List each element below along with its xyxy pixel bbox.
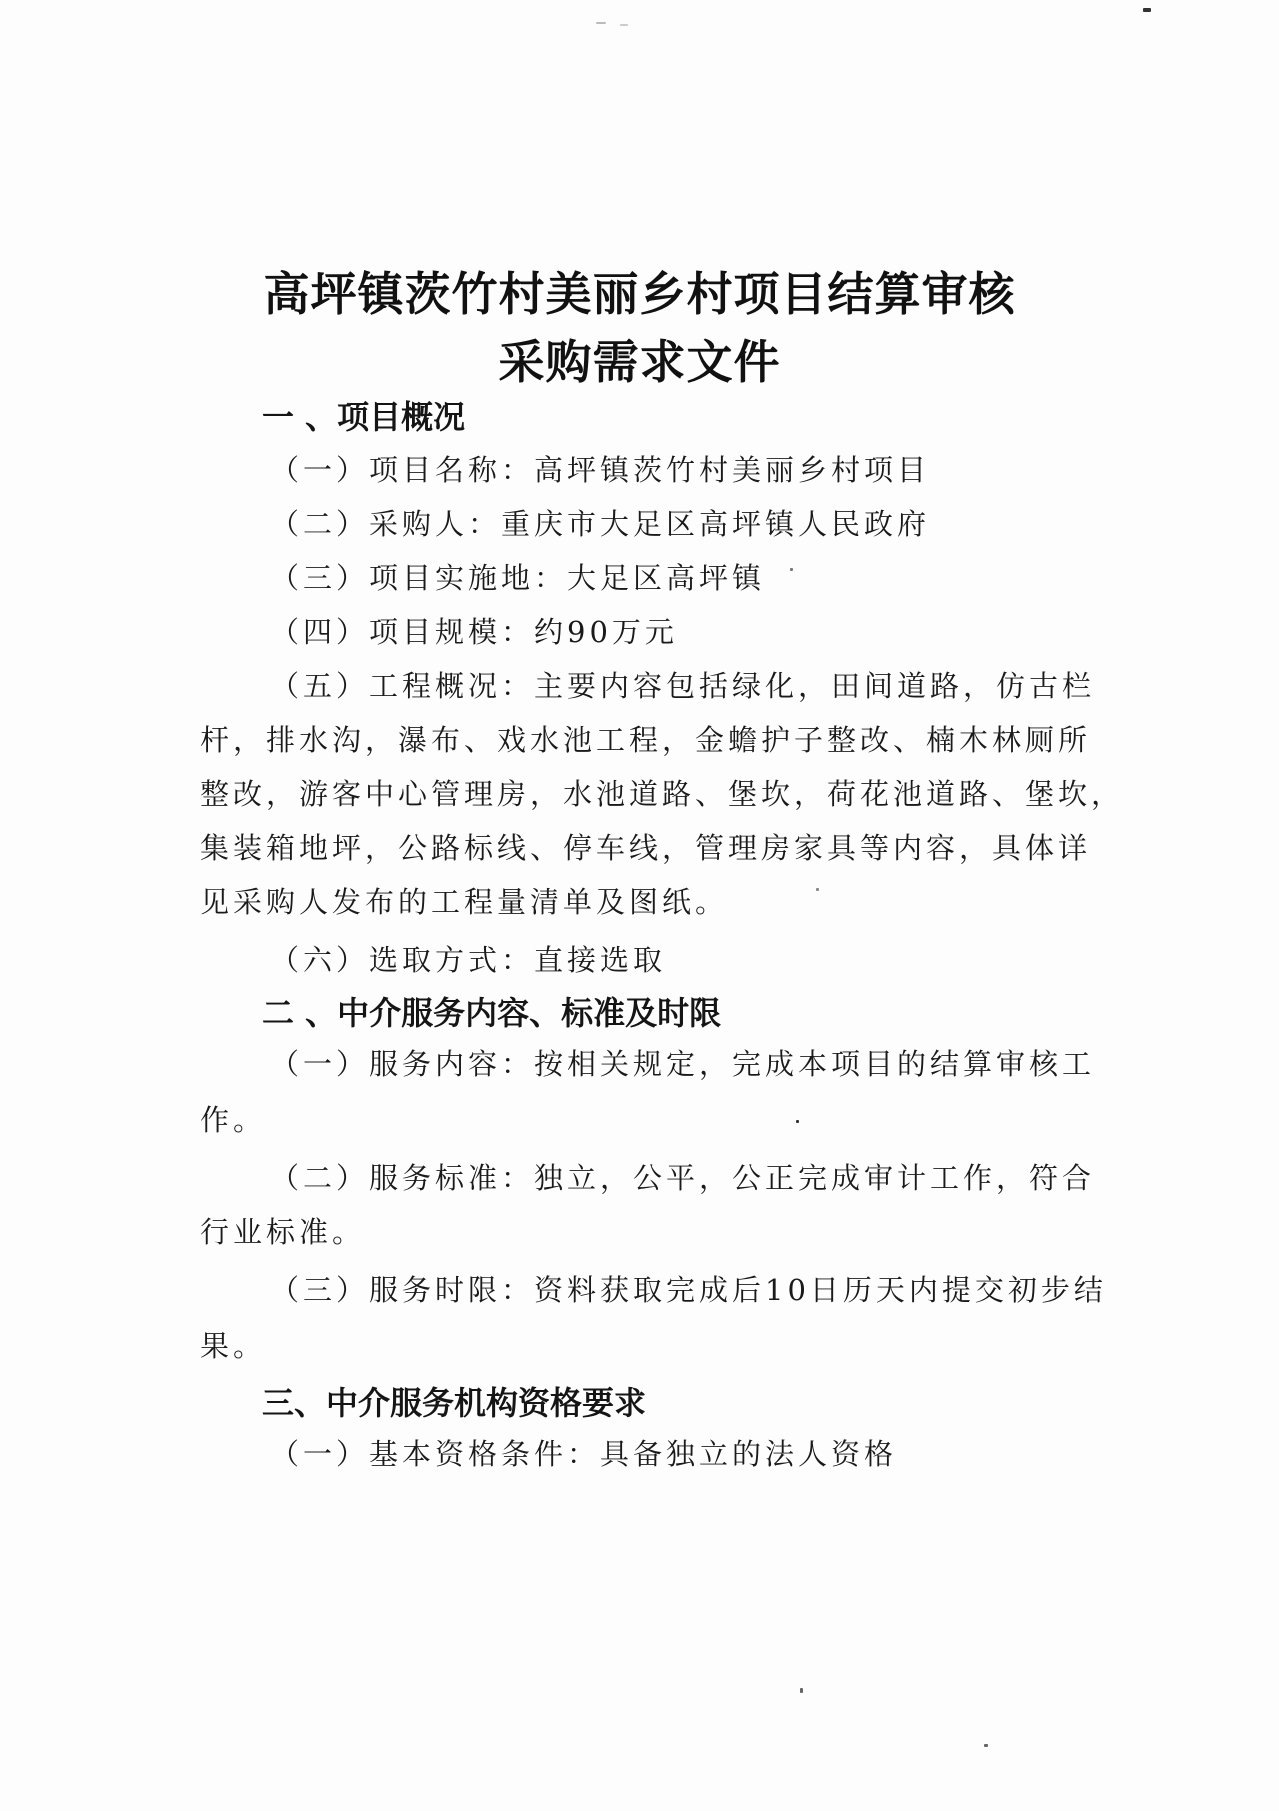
section1-item5-line3: 整改，游客中心管理房，水池道路、堡坎，荷花池道路、堡坎， (200, 777, 1125, 811)
section1-item3: （三）项目实施地：大足区高坪镇 (270, 561, 766, 595)
section1-item5-line2: 杆，排水沟，瀑布、戏水池工程，金蟾护子整改、楠木林厕所 (200, 723, 1092, 757)
section2-item1-line2: 作。 (200, 1103, 267, 1137)
section1-item4: （四）项目规模：约90万元 (270, 615, 678, 649)
scan-speck (620, 24, 628, 26)
section1-heading: 一 、项目概况 (262, 398, 466, 436)
section1-item5-line5: 见采购人发布的工程量清单及图纸。 (200, 885, 729, 919)
section3-item1: （一）基本资格条件：具备独立的法人资格 (270, 1437, 898, 1471)
section2-item3-line1: （三）服务时限：资料获取完成后10日历天内提交初步结 (270, 1273, 1107, 1307)
section2-item2-line2: 行业标准。 (200, 1215, 366, 1249)
section2-item1-line1: （一）服务内容：按相关规定，完成本项目的结算审核工 (270, 1047, 1096, 1081)
scan-speck (800, 1688, 803, 1693)
scan-speck (984, 1744, 988, 1747)
scan-speck (1143, 8, 1151, 12)
section2-item3-line2: 果。 (200, 1329, 267, 1363)
document-title-line1: 高坪镇茨竹村美丽乡村项目结算审核 (263, 267, 1016, 321)
section1-item6: （六）选取方式：直接选取 (270, 943, 667, 977)
scan-speck (816, 888, 819, 891)
scan-speck (796, 1120, 799, 1123)
section1-item2: （二）采购人：重庆市大足区高坪镇人民政府 (270, 507, 931, 541)
section2-heading: 二 、中介服务内容、标准及时限 (262, 994, 722, 1032)
document-title-line2: 采购需求文件 (498, 335, 781, 389)
section3-heading: 三、中介服务机构资格要求 (262, 1384, 647, 1422)
scan-speck (596, 22, 606, 24)
section1-item5-line4: 集装箱地坪，公路标线、停车线，管理房家具等内容，具体详 (200, 831, 1092, 865)
section2-item2-line1: （二）服务标准：独立，公平，公正完成审计工作，符合 (270, 1161, 1096, 1195)
section1-item5-line1: （五）工程概况：主要内容包括绿化，田间道路，仿古栏 (270, 669, 1096, 703)
section1-item1: （一）项目名称：高坪镇茨竹村美丽乡村项目 (270, 453, 931, 487)
scan-speck (790, 568, 793, 571)
